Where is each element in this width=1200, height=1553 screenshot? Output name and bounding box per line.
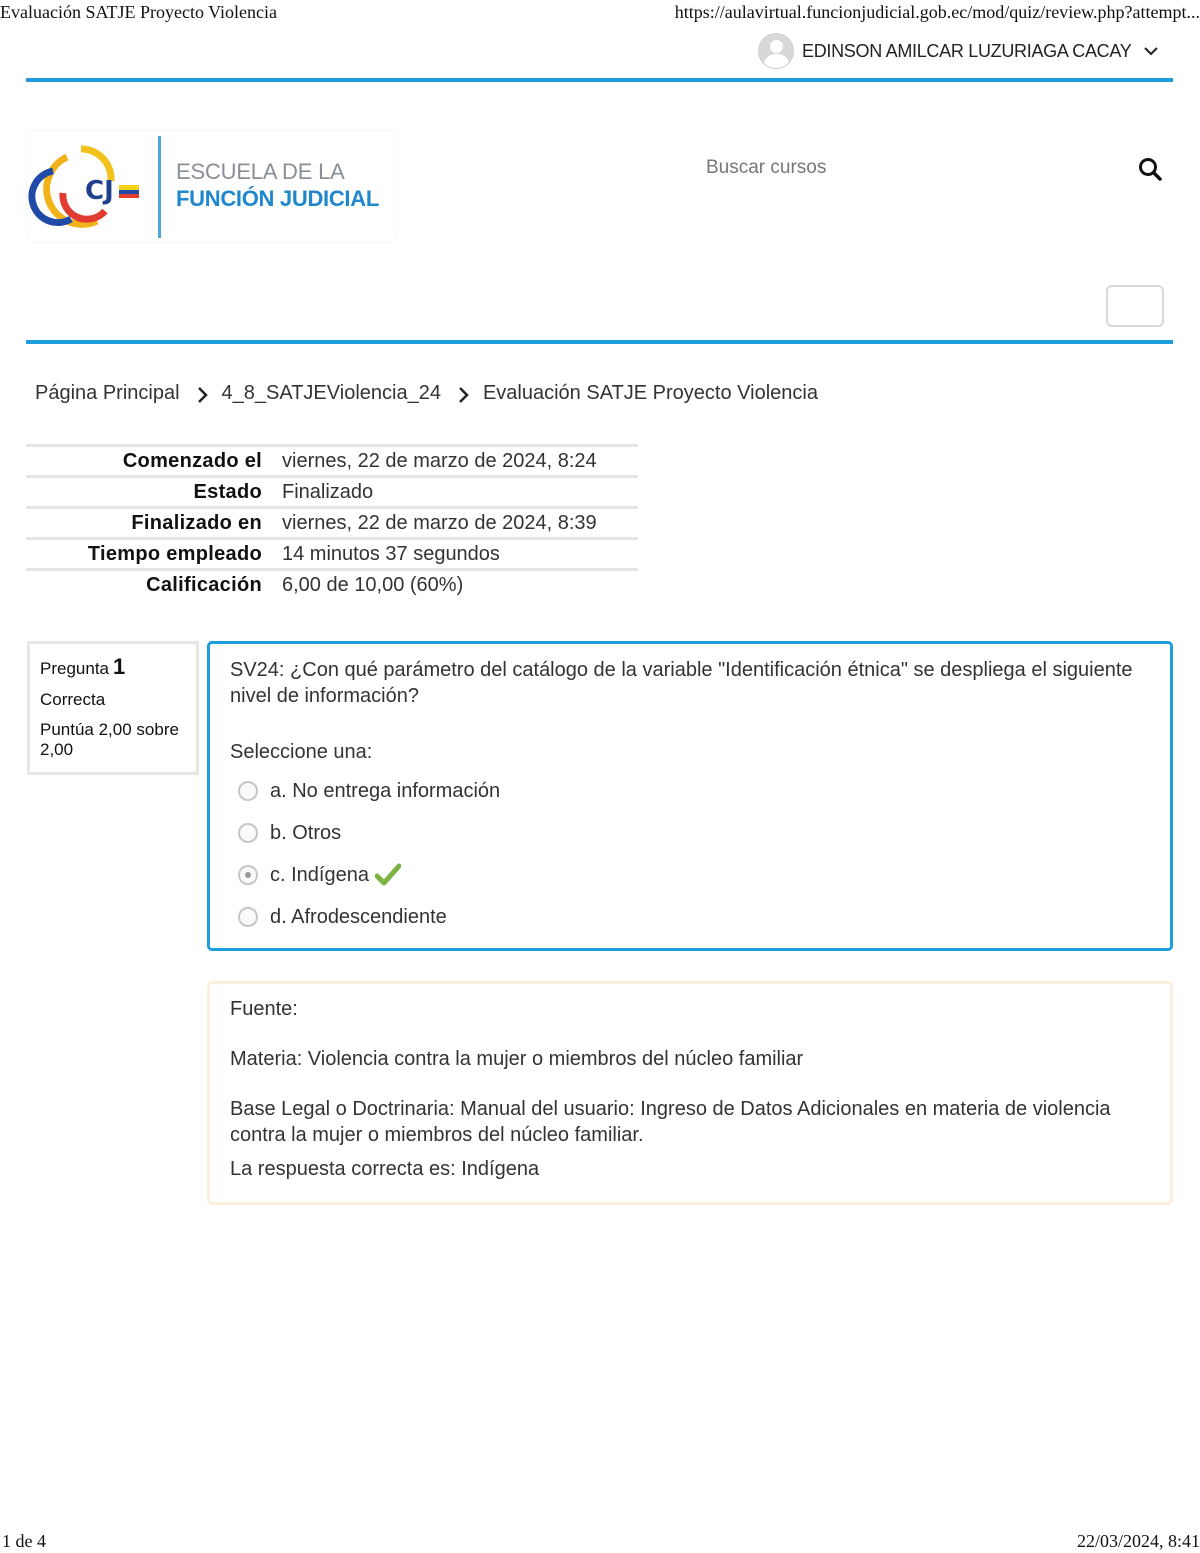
question-number: Pregunta 1 bbox=[40, 654, 126, 679]
answer-label: d. Afrodescendiente bbox=[270, 905, 447, 928]
question-content bbox=[207, 641, 1173, 951]
attempt-summary-table bbox=[26, 444, 638, 599]
answer-label: c. Indígena bbox=[270, 863, 369, 886]
answer-label: a. No entrega información bbox=[270, 779, 501, 802]
general-feedback bbox=[207, 981, 1173, 1205]
answer-option-b[interactable] bbox=[230, 812, 1150, 854]
table-row bbox=[26, 570, 638, 600]
answer-list bbox=[230, 770, 1150, 938]
summary-label: Tiempo empleado bbox=[26, 539, 282, 570]
logo-text-line1: ESCUELA DE LA bbox=[176, 159, 345, 184]
radio-button[interactable] bbox=[238, 823, 258, 843]
search-icon[interactable] bbox=[1136, 155, 1164, 183]
question-text: SV24: ¿Con qué parámetro del catálogo de la variable "Identificación étnica" se despliega el siguiente nivel de información? bbox=[230, 659, 1133, 707]
breadcrumb-quiz[interactable]: Evaluación SATJE Proyecto Violencia bbox=[482, 382, 818, 404]
chevron-down-icon bbox=[1143, 43, 1159, 59]
radio-button[interactable] bbox=[238, 907, 258, 927]
print-header-url: https://aulavirtual.funcionjudicial.gob.ec/mod/quiz/review.php?attempt... bbox=[674, 2, 1200, 22]
feedback-source: Fuente: bbox=[230, 998, 298, 1020]
table-row bbox=[26, 539, 638, 570]
header-divider bbox=[26, 78, 1173, 82]
print-page-number: 1 de 4 bbox=[2, 1531, 46, 1551]
right-answer: La respuesta correcta es: Indígena bbox=[230, 1158, 540, 1180]
summary-value: 14 minutos 37 segundos bbox=[282, 539, 638, 570]
summary-value: 6,00 de 10,00 (60%) bbox=[282, 570, 638, 600]
summary-value: viernes, 22 de marzo de 2024, 8:39 bbox=[282, 508, 638, 539]
user-name: EDINSON AMILCAR LUZURIAGA CACAY bbox=[802, 40, 1132, 61]
answer-option-d[interactable] bbox=[230, 896, 1150, 938]
answer-option-c[interactable] bbox=[230, 854, 1150, 896]
feedback-subject: Materia: Violencia contra la mujer o miembros del núcleo familiar bbox=[230, 1048, 804, 1070]
feedback-legal-basis: Base Legal o Doctrinaria: Manual del usuario: Ingreso de Datos Adicionales en materia de violencia contra la mujer o miembros del núcleo familiar. bbox=[230, 1098, 1111, 1146]
svg-text:CJ: CJ bbox=[85, 176, 114, 206]
breadcrumb bbox=[35, 382, 818, 405]
question-state: Correcta bbox=[40, 690, 106, 709]
table-row bbox=[26, 508, 638, 539]
logo-text-line2: FUNCIÓN JUDICIAL bbox=[176, 186, 379, 211]
summary-label: Comenzado el bbox=[26, 446, 282, 477]
radio-button[interactable] bbox=[238, 781, 258, 801]
answer-label: b. Otros bbox=[270, 821, 342, 844]
breadcrumb-course[interactable]: 4_8_SATJEViolencia_24 bbox=[221, 382, 441, 404]
summary-value: Finalizado bbox=[282, 477, 638, 508]
question-grade: Puntúa 2,00 sobre 2,00 bbox=[40, 720, 179, 759]
avatar bbox=[758, 33, 794, 69]
breadcrumb-home[interactable]: Página Principal bbox=[35, 382, 180, 404]
site-logo[interactable] bbox=[27, 131, 397, 242]
nav-toggle-button[interactable] bbox=[1106, 285, 1164, 327]
chevron-right-icon bbox=[457, 386, 471, 402]
question-info bbox=[27, 641, 199, 775]
search-input[interactable] bbox=[698, 150, 1136, 186]
summary-label: Calificación bbox=[26, 570, 282, 600]
radio-button-selected[interactable] bbox=[238, 865, 258, 885]
summary-label: Finalizado en bbox=[26, 508, 282, 539]
print-datetime: 22/03/2024, 8:41 bbox=[1076, 1531, 1200, 1551]
chevron-right-icon bbox=[196, 386, 210, 402]
user-menu[interactable] bbox=[758, 32, 1159, 70]
question-prompt: Seleccione una: bbox=[230, 741, 373, 763]
correct-check-icon bbox=[375, 863, 401, 887]
table-row bbox=[26, 477, 638, 508]
answer-option-a[interactable] bbox=[230, 770, 1150, 812]
summary-label: Estado bbox=[26, 477, 282, 508]
table-row bbox=[26, 446, 638, 477]
nav-divider bbox=[26, 340, 1173, 344]
logo-emblem-icon bbox=[27, 141, 147, 231]
summary-value: viernes, 22 de marzo de 2024, 8:24 bbox=[282, 446, 638, 477]
print-header-title: Evaluación SATJE Proyecto Violencia bbox=[0, 2, 278, 22]
